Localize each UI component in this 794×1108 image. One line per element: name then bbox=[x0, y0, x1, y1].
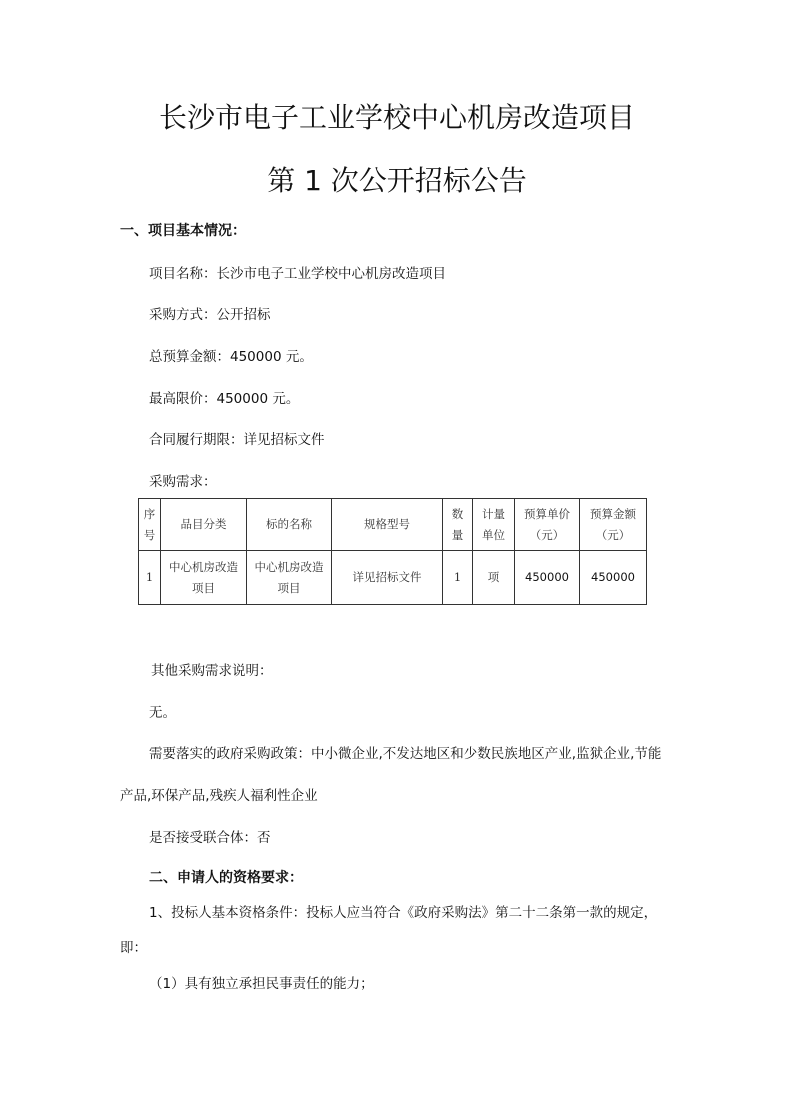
cell-unit-price: 450000 bbox=[515, 551, 580, 605]
header-item-name: 标的名称 bbox=[247, 499, 332, 551]
requirements-label: 采购需求： bbox=[149, 474, 217, 490]
qualification-sub1: （1）具有独立承担民事责任的能力； bbox=[149, 976, 374, 992]
header-spec: 规格型号 bbox=[332, 499, 443, 551]
policy-line2: 产品,环保产品,残疾人福利性企业 bbox=[120, 788, 318, 804]
header-unit: 计量 单位 bbox=[473, 499, 515, 551]
header-amount: 预算金额 （元） bbox=[580, 499, 647, 551]
policy-line1: 需要落实的政府采购政策：中小微企业,不发达地区和少数民族地区产业,监狱企业,节能 bbox=[149, 746, 662, 762]
document-title-line2: 第 1 次公开招标公告 bbox=[267, 164, 527, 197]
cell-quantity: 1 bbox=[443, 551, 473, 605]
cell-index: 1 bbox=[139, 551, 161, 605]
cell-item-name: 中心机房改造 项目 bbox=[247, 551, 332, 605]
table-header-row bbox=[139, 499, 647, 551]
header-unit-price: 预算单价 （元） bbox=[515, 499, 580, 551]
section1-heading: 一、项目基本情况： bbox=[120, 223, 246, 239]
consortium: 是否接受联合体：否 bbox=[149, 830, 271, 846]
other-requirements-value: 无。 bbox=[149, 705, 176, 721]
cell-spec: 详见招标文件 bbox=[332, 551, 443, 605]
header-quantity: 数 量 bbox=[443, 499, 473, 551]
cell-amount: 450000 bbox=[580, 551, 647, 605]
header-index: 序 号 bbox=[139, 499, 161, 551]
other-requirements-label: 其他采购需求说明： bbox=[151, 663, 273, 679]
contract-period: 合同履行期限：详见招标文件 bbox=[149, 432, 325, 448]
cell-category: 中心机房改造 项目 bbox=[161, 551, 247, 605]
qualification-item1-line1: 1、投标人基本资格条件：投标人应当符合《政府采购法》第二十二条第一款的规定， bbox=[149, 905, 658, 921]
section2-heading: 二、申请人的资格要求： bbox=[149, 870, 303, 886]
cell-unit: 项 bbox=[473, 551, 515, 605]
header-category: 品目分类 bbox=[161, 499, 247, 551]
requirements-table bbox=[138, 498, 647, 605]
project-name: 项目名称：长沙市电子工业学校中心机房改造项目 bbox=[149, 266, 446, 282]
total-budget: 总预算金额：450000 元。 bbox=[149, 349, 313, 365]
document-title-line1: 长沙市电子工业学校中心机房改造项目 bbox=[158, 101, 635, 134]
max-price: 最高限价：450000 元。 bbox=[149, 391, 300, 407]
table-row bbox=[139, 551, 647, 605]
qualification-item1-line2: 即： bbox=[120, 940, 147, 956]
procurement-method: 采购方式：公开招标 bbox=[149, 307, 271, 323]
